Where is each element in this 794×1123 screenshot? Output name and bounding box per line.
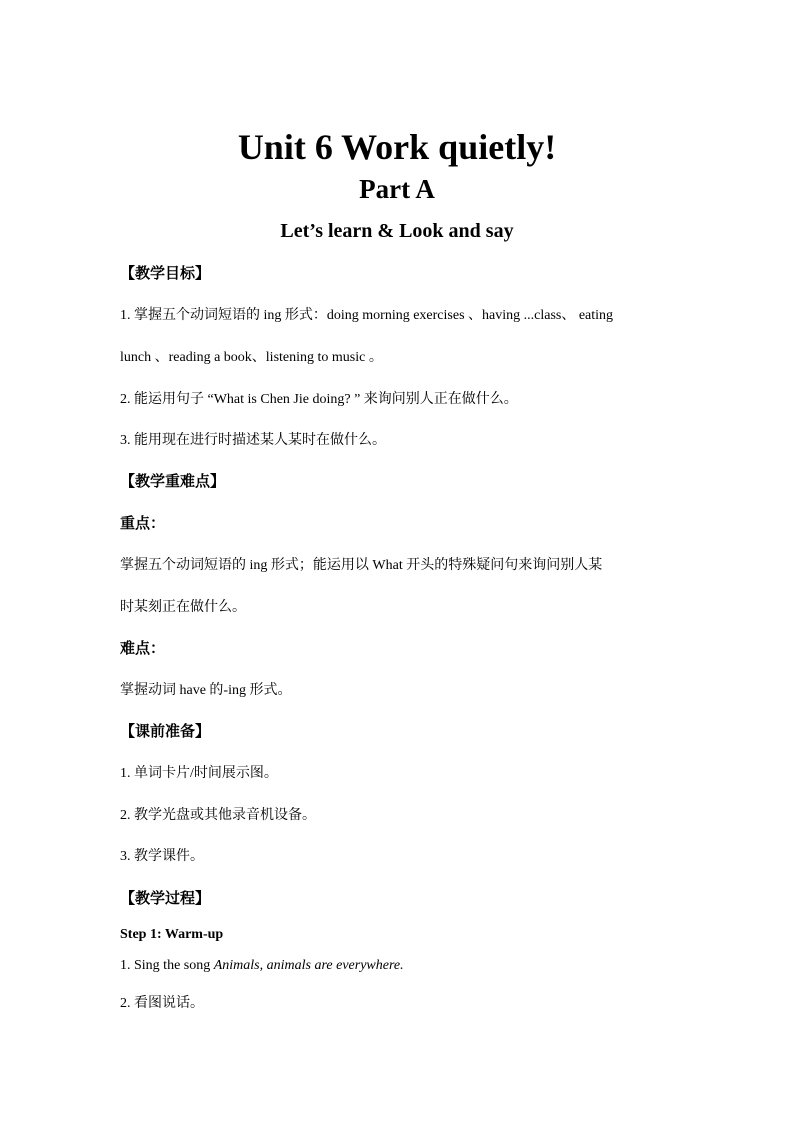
objective-item-1-line-1: 1. 掌握五个动词短语的 ing 形式：doing morning exercises 、having ...class、 eating <box>120 308 614 323</box>
preparation-item-2: 2. 教学光盘或其他录音机设备。 <box>120 808 316 823</box>
focus-line-1: 掌握五个动词短语的 ing 形式；能运用以 What 开头的特殊疑问句来询问别人某 <box>120 558 603 573</box>
key-points-heading: 【教学重难点】 <box>120 474 226 490</box>
step-1-item-1-prefix: 1. Sing the song <box>120 958 214 973</box>
step-1-heading: Step 1: Warm-up <box>120 927 224 942</box>
step-1-item-2: 2. 看图说话。 <box>120 996 204 1011</box>
preparation-item-1: 1. 单词卡片/时间展示图。 <box>120 766 278 781</box>
objective-item-1-line-2: lunch 、reading a book、listening to music 。 <box>120 350 383 365</box>
preparation-heading: 【课前准备】 <box>120 724 211 740</box>
step-1-item-1 <box>120 956 680 976</box>
part-heading: Part A <box>359 174 435 204</box>
objectives-heading: 【教学目标】 <box>120 266 211 282</box>
preparation-item-3: 3. 教学课件。 <box>120 849 204 864</box>
difficulty-text: 掌握动词 have 的-ing 形式。 <box>120 683 292 698</box>
difficulty-label: 难点： <box>120 641 166 657</box>
objective-item-2: 2. 能运用句子 “What is Chen Jie doing? ” 来询问别人正在做什么。 <box>120 392 518 407</box>
focus-line-2: 时某刻正在做什么。 <box>120 600 246 615</box>
song-title: Animals, animals are everywhere. <box>213 958 404 973</box>
focus-label: 重点： <box>120 516 166 532</box>
objective-item-3: 3. 能用现在进行时描述某人某时在做什么。 <box>120 433 386 448</box>
document-title: Unit 6 Work quietly! <box>237 127 557 167</box>
lesson-subtitle: Let’s learn & Look and say <box>280 220 514 242</box>
process-heading: 【教学过程】 <box>120 891 211 907</box>
